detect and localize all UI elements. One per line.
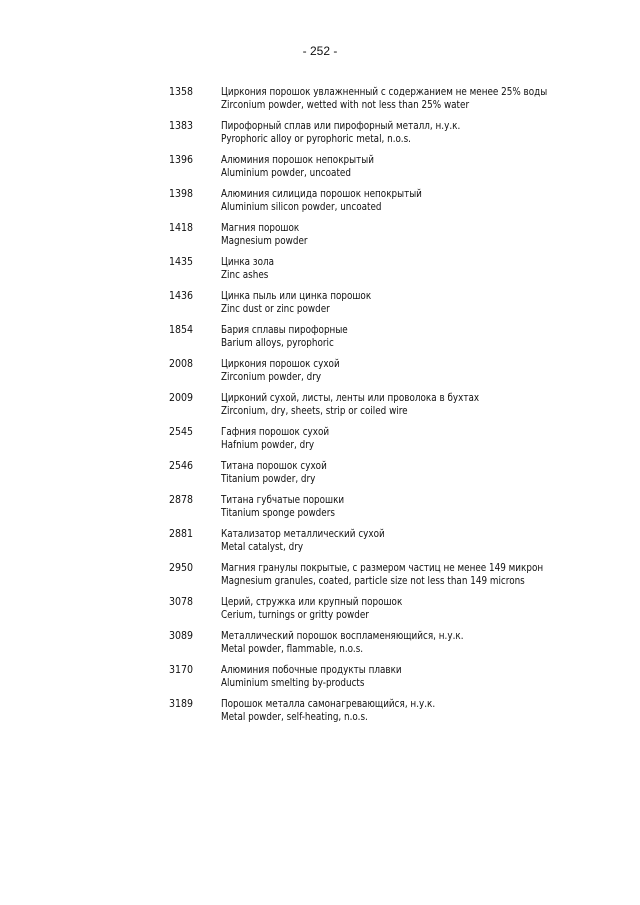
name-russian: Пирофорный сплав или пирофорный металл, н.у.к. <box>221 120 461 132</box>
name-russian: Церий, стружка или крупный порошок <box>221 596 403 608</box>
un-number: 2545 <box>169 426 194 438</box>
entry-names <box>221 120 609 154</box>
un-number: 3189 <box>169 698 194 710</box>
list-item <box>169 494 609 528</box>
list-item <box>169 528 609 562</box>
un-number: 3170 <box>169 664 194 676</box>
name-english: Aluminium powder, uncoated <box>221 167 351 179</box>
un-number: 3078 <box>169 596 194 608</box>
name-russian: Цирконий сухой, листы, ленты или проволока в бухтах <box>221 392 480 404</box>
name-english: Cerium, turnings or gritty powder <box>221 609 369 621</box>
entry-names <box>221 324 609 358</box>
list-item <box>169 562 609 596</box>
entry-names <box>221 596 609 630</box>
name-russian: Циркония порошок сухой <box>221 358 340 370</box>
name-russian: Гафния порошок сухой <box>221 426 330 438</box>
name-english: Metal catalyst, dry <box>221 541 304 553</box>
name-russian: Алюминия силицида порошок непокрытый <box>221 188 422 200</box>
entry-names <box>221 154 609 188</box>
name-russian: Цинка пыль или цинка порошок <box>221 290 372 302</box>
list-item <box>169 698 609 732</box>
un-number: 2009 <box>169 392 194 404</box>
name-english: Pyrophoric alloy or pyrophoric metal, n.o.s. <box>221 133 411 145</box>
un-number: 2950 <box>169 562 194 574</box>
entry-names <box>221 664 609 698</box>
name-russian: Катализатор металлический сухой <box>221 528 385 540</box>
name-russian: Титана порошок сухой <box>221 460 327 472</box>
name-russian: Порошок металла самонагревающийся, н.у.к. <box>221 698 436 710</box>
name-english: Zirconium, dry, sheets, strip or coiled wire <box>221 405 408 417</box>
list-item <box>169 596 609 630</box>
list-item <box>169 120 609 154</box>
name-english: Zinc dust or zinc powder <box>221 303 330 315</box>
name-russian: Металлический порошок воспламеняющийся, н.у.к. <box>221 630 464 642</box>
un-number: 1854 <box>169 324 194 336</box>
un-number: 1398 <box>169 188 194 200</box>
name-russian: Циркония порошок увлажненный с содержанием не менее 25% воды <box>221 86 548 98</box>
name-russian: Магния гранулы покрытые, с размером частиц не менее 149 микрон <box>221 562 544 574</box>
un-number: 1383 <box>169 120 194 132</box>
entry-names <box>221 528 609 562</box>
name-english: Zinc ashes <box>221 269 269 281</box>
entry-names <box>221 426 609 460</box>
name-english: Magnesium powder <box>221 235 308 247</box>
entry-names <box>221 188 609 222</box>
list-item <box>169 358 609 392</box>
name-english: Barium alloys, pyrophoric <box>221 337 334 349</box>
un-number: 3089 <box>169 630 194 642</box>
entry-names <box>221 222 609 256</box>
list-item <box>169 86 609 120</box>
name-russian: Магния порошок <box>221 222 300 234</box>
name-english: Zirconium powder, wetted with not less than 25% water <box>221 99 470 111</box>
name-english: Aluminium silicon powder, uncoated <box>221 201 382 213</box>
name-english: Magnesium granules, coated, particle size not less than 149 microns <box>221 575 525 587</box>
list-item <box>169 426 609 460</box>
entry-names <box>221 460 609 494</box>
name-english: Metal powder, self-heating, n.o.s. <box>221 711 368 723</box>
un-number: 2878 <box>169 494 194 506</box>
list-item <box>169 154 609 188</box>
un-number: 1358 <box>169 86 194 98</box>
un-number: 2546 <box>169 460 194 472</box>
name-russian: Титана губчатые порошки <box>221 494 345 506</box>
list-item <box>169 222 609 256</box>
name-english: Titanium sponge powders <box>221 507 335 519</box>
name-russian: Бария сплавы пирофорные <box>221 324 348 336</box>
un-number: 2008 <box>169 358 194 370</box>
entry-names <box>221 562 609 596</box>
un-number: 1435 <box>169 256 194 268</box>
un-number: 1418 <box>169 222 194 234</box>
name-english: Metal powder, flammable, n.o.s. <box>221 643 364 655</box>
list-item <box>169 460 609 494</box>
name-english: Aluminium smelting by-products <box>221 677 365 689</box>
list-item <box>169 188 609 222</box>
list-item <box>169 324 609 358</box>
entry-names <box>221 290 609 324</box>
list-item <box>169 664 609 698</box>
name-russian: Алюминия порошок непокрытый <box>221 154 374 166</box>
entry-names <box>221 358 609 392</box>
list-item <box>169 256 609 290</box>
name-english: Hafnium powder, dry <box>221 439 315 451</box>
name-english: Zirconium powder, dry <box>221 371 322 383</box>
name-english: Titanium powder, dry <box>221 473 316 485</box>
un-number: 1436 <box>169 290 194 302</box>
list-item <box>169 290 609 324</box>
name-russian: Цинка зола <box>221 256 275 268</box>
entry-names <box>221 392 609 426</box>
page-number: - 252 - <box>302 44 338 58</box>
entry-names <box>221 698 609 732</box>
list-item <box>169 392 609 426</box>
list-item <box>169 630 609 664</box>
entry-names <box>221 86 609 120</box>
entry-names <box>221 630 609 664</box>
name-russian: Алюминия побочные продукты плавки <box>221 664 402 676</box>
un-number: 2881 <box>169 528 194 540</box>
entry-names <box>221 256 609 290</box>
un-number: 1396 <box>169 154 194 166</box>
entry-names <box>221 494 609 528</box>
entry-list <box>169 86 609 732</box>
